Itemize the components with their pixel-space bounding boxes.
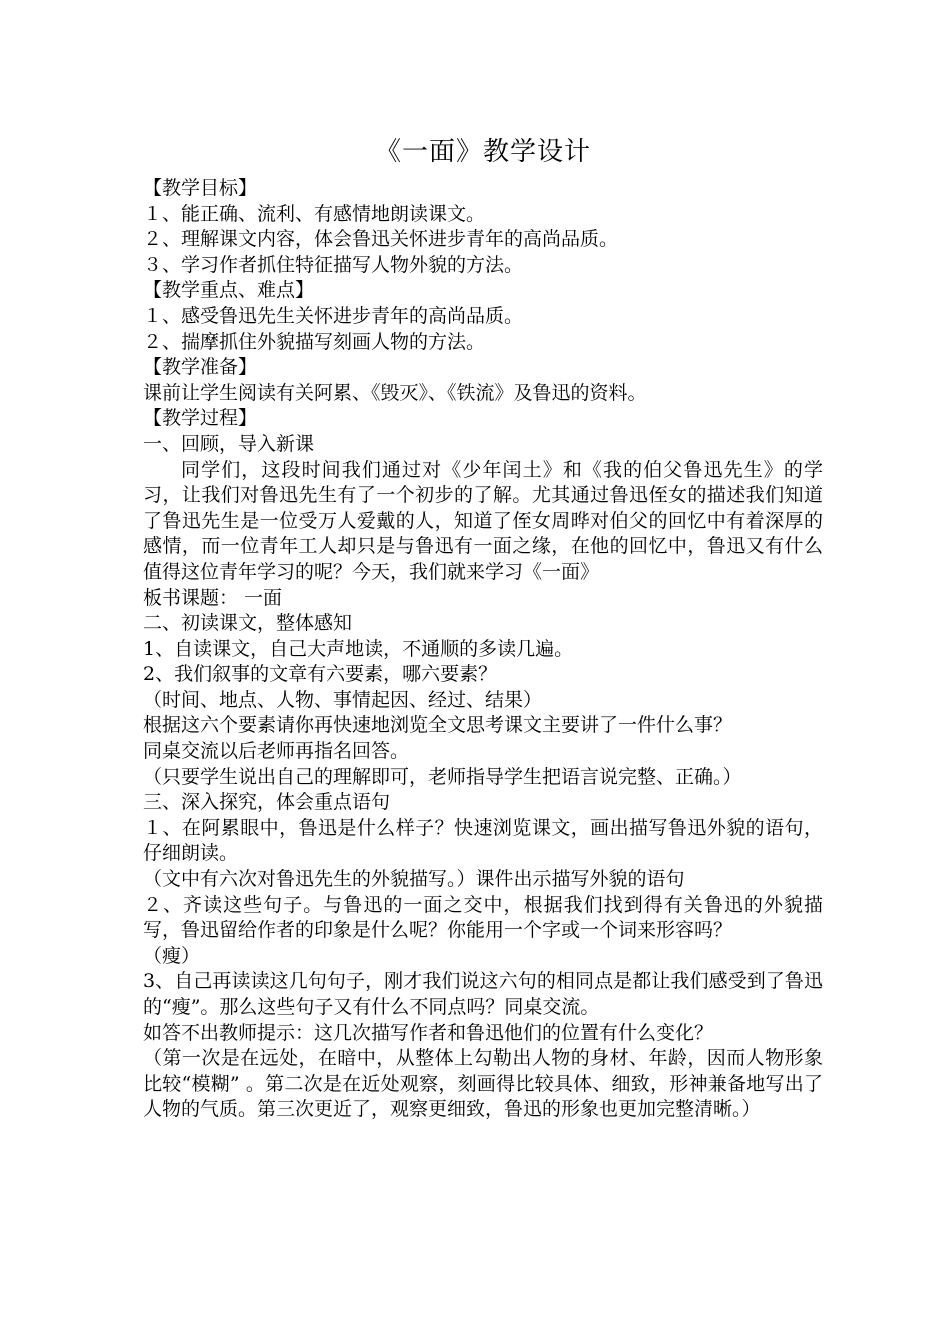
step3-item-2: ２、齐读这些句子。与鲁迅的一面之交中，根据我们找到得有关鲁迅的外貌描写，鲁迅留给作者的印象是什么呢？你能用一个字或一个词来形容吗？ (143, 893, 823, 942)
key-point-item-2: ２、揣摩抓住外貌描写刻画人物的方法。 (143, 330, 486, 353)
key-points-heading: 【教学重点、难点】 (143, 279, 315, 302)
objective-item-1: １、能正确、流利、有感情地朗读课文。 (143, 202, 486, 225)
step3-answer-2: （瘦） (143, 944, 201, 967)
step1-board: 板书课题： 一面 (143, 586, 283, 609)
objective-item-2: ２、理解课文内容，体会鲁迅关怀进步青年的高尚品质。 (143, 228, 619, 251)
step3-hint: 如答不出教师提示：这几次描写作者和鲁迅他们的位置有什么变化？ (143, 1021, 714, 1044)
document-title: 《一面》教学设计 (374, 137, 591, 167)
key-point-item-1: １、感受鲁迅先生关怀进步青年的高尚品质。 (143, 304, 524, 327)
preparation-heading: 【教学准备】 (143, 356, 258, 379)
step2-exchange: 同桌交流以后老师再指名回答。 (143, 740, 410, 763)
step2-answer: （时间、地点、人物、事情起因、经过、结果） (143, 688, 543, 711)
document-page (143, 130, 823, 1123)
step1-title: 一、回顾，导入新课 (143, 432, 315, 455)
process-heading: 【教学过程】 (143, 407, 258, 430)
step1-paragraph: 同学们，这段时间我们通过对《少年闰土》和《我的伯父鲁迅先生》的学习，让我们对鲁迅先生有了一个初步的了解。尤其通过鲁迅侄女的描述我们知道了鲁迅先生是一位受万人爱戴的人，知道了侄女周晔对伯父的回忆中有着深厚的感情，而一位青年工人却只是与鲁迅有一面之缘，在他的回忆中，鲁迅又有什么值得这位青年学习的呢？今天，我们就来学习《一面》 (143, 458, 823, 583)
step3-note-1: （文中有六次对鲁迅先生的外貌描写。）课件出示描写外貌的语句 (143, 868, 685, 891)
step3-title: 三、深入探究，体会重点语句 (143, 791, 391, 814)
preparation-text: 课前让学生阅读有关阿累、《毁灭》、《铁流》及鲁迅的资料。 (143, 381, 647, 404)
step2-item-2: 2、我们叙事的文章有六要素，哪六要素？ (143, 663, 498, 686)
step2-title: 二、初读课文，整体感知 (143, 612, 353, 635)
objective-item-3: ３、学习作者抓住特征描写人物外貌的方法。 (143, 253, 524, 276)
step3-explanation: （第一次是在远处，在暗中，从整体上勾勒出人物的身材、年龄，因而人物形象比较“模糊” 。第二次是在近处观察，刻画得比较具体、细致，形神兼备地写出了人物的气质。第三次更近了，观察更细致，鲁迅的形象也更加完整清晰。） (143, 1047, 823, 1121)
step2-question: 根据这六个要素请你再快速地浏览全文思考课文主要讲了一件什么事？ (143, 714, 733, 737)
step2-item-1: 1、自读课文，自己大声地读，不通顺的多读几遍。 (143, 637, 574, 660)
step3-item-1: １、在阿累眼中，鲁迅是什么样子？快速浏览课文，画出描写鲁迅外貌的语句，仔细朗读。 (143, 816, 823, 865)
step2-note: （只要学生说出自己的理解即可，老师指导学生把语言说完整、正确。） (143, 765, 742, 788)
step3-item-3: 3、自己再读读这几句句子，刚才我们说这六句的相同点是都让我们感受到了鲁迅的“瘦”。那么这些句子又有什么不同点吗？同桌交流。 (143, 970, 823, 1018)
objectives-heading: 【教学目标】 (143, 177, 258, 199)
